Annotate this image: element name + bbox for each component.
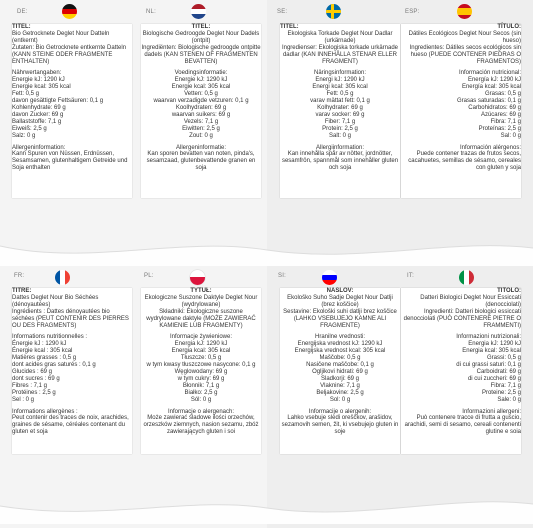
product-title: Ekologiczne Suszone Daktyle Deglet Nour (wydrylowane): [144, 294, 258, 308]
allergen-header: Informacje o alergenach:: [167, 408, 235, 415]
lang-code-nl: NL:: [146, 9, 156, 15]
allergen-header: Allergeninformation:: [12, 144, 66, 151]
lang-code-fr: FR:: [14, 273, 25, 279]
ingredients-text: Ingredienser: Ekologiska torkade urkärnade dadlar (KAN INNEHÅLLA STENAR ELLER FRAGMENT): [281, 44, 399, 65]
nutrition-saturated-fat: dont acides gras saturés : 0,1 g: [12, 362, 96, 369]
label-card-fr: [12, 288, 132, 454]
title-label: TITRE:: [12, 288, 32, 294]
allergen-header: Allergeninformatie:: [175, 144, 227, 151]
nutrition-fat: Fett: 0,5 g: [326, 91, 354, 98]
allergen-text: Lahko vsebuje sledi oreščkov, arašidov, sezamovih semen, žit, ki vsebujejo gluten in soje: [281, 415, 399, 436]
nutrition-fat: Matières grasses : 0,5 g: [12, 355, 77, 362]
nutrition-fiber: Fibres : 7,1 g: [12, 382, 48, 389]
label-card-esp: [401, 24, 521, 198]
nutrition-carbohydrates: Kohlenhydrate: 69 g: [12, 104, 66, 111]
nutrition-salt: Sól: 0 g: [190, 396, 212, 403]
netherlands-flag-icon: [191, 4, 206, 19]
nutrition-energy-kcal: Energia kcal: 305 kcal: [171, 348, 231, 355]
nutrition-salt: Salt: 0 g: [328, 132, 351, 139]
nutrition-salt: Sale: 0 g: [497, 396, 521, 403]
nutrition-fiber: Fibra: 7,1 g: [490, 382, 521, 389]
nutrition-fat: Grasas: 0,5 g: [484, 91, 521, 98]
nutrition-header: Näringsinformation:: [313, 70, 367, 77]
nutrition-header: Nährwertangaben:: [12, 70, 62, 77]
product-title: Ekologiska Torkade Deglet Nour Dadlar (urkärnade): [287, 30, 393, 44]
nutrition-header: Informacje żywieniowe:: [169, 334, 233, 341]
italy-flag-icon: [459, 270, 474, 285]
nutrition-protein: Proteínas: 2,5 g: [478, 125, 521, 132]
nutrition-energy-kcal: Energia kcal: 305 kcal: [462, 348, 521, 355]
nutrition-fat: Maščobe: 0,5 g: [319, 355, 361, 362]
lang-code-pl: PL:: [144, 273, 154, 279]
nutrition-fiber: Ballaststoffe: 7,1 g: [12, 118, 62, 125]
product-title: Datteri Biologici Deglet Nour Essiccati (denocciolati): [420, 294, 521, 308]
nutrition-carbohydrates: Ogljikovi hidrati: 69 g: [312, 368, 368, 375]
lang-code-de: DE:: [17, 9, 28, 15]
lang-code-it: IT:: [407, 273, 414, 279]
nutrition-fat: Vetten: 0,5 g: [184, 91, 218, 98]
nutrition-saturated-fat: varav mättat fett: 0,1 g: [310, 98, 370, 105]
nutrition-protein: Eiweiß: 2,5 g: [12, 125, 47, 132]
nutrition-sugars: w tym cukry: 69 g: [177, 375, 225, 382]
title-label: TITEL:: [191, 24, 211, 30]
label-card-pl: [141, 288, 261, 454]
title-label: NASLOV:: [326, 288, 354, 294]
label-card-de: [12, 24, 132, 198]
nutrition-salt: Sol: 0 g: [329, 396, 351, 403]
product-title: Biologische Gedroogde Deglet Nour Dadels (ontpit): [142, 30, 260, 44]
label-card-se: [280, 24, 400, 198]
nutrition-header: Informations nutritionnelles :: [12, 334, 88, 341]
ingredients-text: Ingrédients : Dattes dénoyautées bio séchées (PEUT CONTENIR DES PIERRES OU DES FRAGMENTS): [12, 308, 129, 329]
nutrition-header: Voedingsinformatie:: [174, 70, 228, 77]
germany-flag-icon: [62, 4, 77, 19]
nutrition-sugars: Sladkorji: 69 g: [320, 375, 360, 382]
nutrition-sugars: Azúcares: 69 g: [480, 111, 521, 118]
nutrition-energy-kj: Energia kJ: 1290 kJ: [468, 341, 521, 348]
spain-flag-icon: [457, 4, 472, 19]
title-label: TÍTULO:: [497, 24, 521, 30]
nutrition-energy-kj: Energie kJ: 1290 kJ: [174, 77, 228, 84]
nutrition-energy-kcal: Énergie kcal : 305 kcal: [12, 348, 73, 355]
poland-flag-icon: [190, 270, 205, 285]
allergen-text: Peut contenir des traces de noix, arachides, graines de sésame, céréales contenant du gluten et soja: [12, 415, 129, 436]
nutrition-energy-kcal: Energie kcal: 305 kcal: [171, 84, 231, 91]
nutrition-header: Informazioni nutrizionali:: [456, 334, 521, 341]
allergen-text: Kann Spuren von Nüssen, Erdnüssen, Sesamsamen, glutenhaltigem Getreide und Soja enthalten: [12, 151, 128, 172]
nutrition-header: Información nutricional:: [458, 70, 521, 77]
nutrition-carbohydrates: Carbohidratos: 69 g: [468, 104, 521, 111]
product-title: Dátiles Ecológicos Deglet Nour Secos (sin hueso): [408, 30, 521, 44]
nutrition-salt: Salz: 0 g: [12, 132, 36, 139]
nutrition-energy-kj: Energijska vrednost kJ: 1290 kJ: [297, 341, 383, 348]
nutrition-energy-kj: Energi kJ: 1290 kJ: [315, 77, 365, 84]
nutrition-carbohydrates: Glucides : 69 g: [12, 368, 53, 375]
nutrition-fiber: Fibra: 7,1 g: [490, 118, 521, 125]
label-card-si: [280, 288, 400, 454]
nutrition-carbohydrates: Kolhydrater: 69 g: [317, 104, 363, 111]
ingredients-text: Składniki: Ekologiczne suszone wydrylowane daktyle (MOŻE ZAWIERAĆ KAMIENIE LUB FRAGMENTY): [146, 308, 256, 329]
nutrition-salt: Sal: 0 g: [500, 132, 521, 139]
product-title: Bio Getrocknete Deglet Nour Datteln (entkernt): [12, 30, 110, 44]
sweden-flag-icon: [326, 4, 341, 19]
nutrition-saturated-fat: di cui grassi saturi: 0,1 g: [456, 362, 521, 369]
title-label: TITOLO:: [497, 288, 521, 294]
nutrition-saturated-fat: Nasičene maščobe: 0,1 g: [306, 362, 374, 369]
nutrition-sugars: waarvan suikers: 69 g: [171, 111, 231, 118]
nutrition-fat: Grassi: 0,5 g: [486, 355, 521, 362]
allergen-text: Może zawierać śladowe ilości orzechów, orzeszków ziemnych, nasion sezamu, zbóż zawierających gluten i soi: [143, 415, 259, 436]
nutrition-energy-kcal: Energía kcal: 305 kcal: [461, 84, 521, 91]
ingredients-text: Sestavine: Ekološki suhi datlji brez koščice (LAHKO VSEBUJEJO KAMNE ALI FRAGMENTE): [283, 308, 397, 329]
allergen-text: Puede contener trazas de frutos secos, cacahuetes, semillas de sésamo, cereales con gluten y soja: [408, 151, 521, 172]
nutrition-protein: Protéines : 2,5 g: [12, 389, 56, 396]
nutrition-fat: Fett: 0,5 g: [12, 91, 40, 98]
allergen-header: Informacije o alergenih:: [308, 408, 372, 415]
title-label: TITEL:: [280, 24, 299, 30]
nutrition-salt: Sel : 0 g: [12, 396, 35, 403]
allergen-text: Può contenere tracce di frutta a guscio, arachidi, semi di sesamo, cereali contenenti glutine e soia: [404, 415, 521, 436]
ingredients-text: Ingredientes: Dátiles secos ecológicos sin hueso (PUEDE CONTENER PIEDRAS O FRAGMENTOS): [409, 44, 521, 65]
nutrition-protein: Proteine: 2,5 g: [481, 389, 521, 396]
nutrition-energy-kcal: Energi kcal: 305 kcal: [312, 84, 368, 91]
allergen-header: Información alérgenos:: [459, 144, 521, 151]
nutrition-carbohydrates: Carboidrati: 69 g: [476, 368, 521, 375]
nutrition-saturated-fat: Grasas saturadas: 0,1 g: [456, 98, 521, 105]
nutrition-fiber: Błonnik: 7,1 g: [182, 382, 220, 389]
nutrition-header: Hranilne vrednosti:: [314, 334, 366, 341]
nutrition-energy-kj: Energia kJ: 1290 kJ: [174, 341, 228, 348]
wave-divider-bottom: [0, 494, 533, 524]
allergen-header: Allergiinformation:: [315, 144, 365, 151]
allergen-text: Kan innehålla spår av nötter, jordnötter, sesamfrön, spannmål som innehåller gluten och soja: [281, 151, 399, 172]
ingredients-text: Zutaten: Bio Getrocknete entkernte Datteln (KANN STEINE ODER FRAGMENTE ENTHALTEN): [12, 44, 127, 65]
lang-code-si: SI:: [278, 273, 286, 279]
nutrition-sugars: di cui zuccheri: 69 g: [467, 375, 521, 382]
nutrition-protein: Białko: 2,5 g: [184, 389, 218, 396]
allergen-header: Informazioni allergeni:: [462, 408, 521, 415]
nutrition-protein: Protein: 2,5 g: [322, 125, 358, 132]
nutrition-salt: Zout: 0 g: [189, 132, 213, 139]
label-card-nl: [141, 24, 261, 198]
ingredients-text: Ingredienti: Datteri biologici essiccati denocciolati (PUÒ CONTENERE PIETRE O FRAMMENTI): [403, 308, 521, 329]
nutrition-saturated-fat: w tym kwasy tłuszczowe nasycone: 0,1 g: [146, 362, 256, 369]
allergen-text: Kan sporen bevatten van noten, pinda's, sesamzaad, glutenbevattende granen en soja: [146, 151, 256, 172]
lang-code-esp: ESP:: [405, 9, 420, 15]
nutrition-fat: Tłuszcze: 0,5 g: [180, 355, 222, 362]
nutrition-fiber: Vezels: 7,1 g: [183, 118, 219, 125]
nutrition-protein: Beljakovine: 2,5 g: [316, 389, 364, 396]
nutrition-fiber: Vlaknine: 7,1 g: [320, 382, 360, 389]
nutrition-sugars: dont sucres : 69 g: [12, 375, 60, 382]
title-label: TYTUŁ:: [190, 288, 212, 294]
nutrition-energy-kcal: Energie kcal: 305 kcal: [12, 84, 71, 91]
slovenia-flag-icon: [322, 270, 337, 285]
nutrition-sugars: davon Zucker: 69 g: [12, 111, 64, 118]
nutrition-energy-kj: Energía kJ: 1290 kJ: [467, 77, 521, 84]
nutrition-carbohydrates: Koolhydraten: 69 g: [175, 104, 227, 111]
france-flag-icon: [55, 270, 70, 285]
allergen-header: Informations allergènes :: [12, 408, 78, 415]
nutrition-energy-kcal: Energijska vrednost kcal: 305 kcal: [294, 348, 386, 355]
lang-code-se: SE:: [277, 9, 288, 15]
nutrition-saturated-fat: davon gesättigte Fettsäuren: 0,1 g: [12, 98, 104, 105]
label-card-it: [401, 288, 521, 454]
nutrition-sugars: varav socker: 69 g: [315, 111, 365, 118]
nutrition-carbohydrates: Węglowodany: 69 g: [174, 368, 228, 375]
title-label: TITEL:: [12, 24, 31, 30]
ingredients-text: Ingrediënten: Biologische gedroogde ontpitte dadels (KAN STENEN OF FRAGMENTEN BEVATTEN): [141, 44, 261, 65]
nutrition-saturated-fat: waarvan verzadigde vetzuren: 0,1 g: [153, 98, 249, 105]
nutrition-protein: Eiwitten: 2,5 g: [182, 125, 220, 132]
nutrition-fiber: Fiber: 7,1 g: [324, 118, 356, 125]
product-title: Ekološko Suho Sadje Deglet Nour Datlji (brez koščice): [287, 294, 393, 308]
wave-divider-top: [0, 236, 533, 266]
nutrition-energy-kj: Energie kJ: 1290 kJ: [12, 77, 65, 84]
product-title: Dattes Deglet Nour Bio Séchées (dénoyautées): [12, 294, 99, 308]
nutrition-energy-kj: Énergie kJ : 1290 kJ: [12, 341, 67, 348]
